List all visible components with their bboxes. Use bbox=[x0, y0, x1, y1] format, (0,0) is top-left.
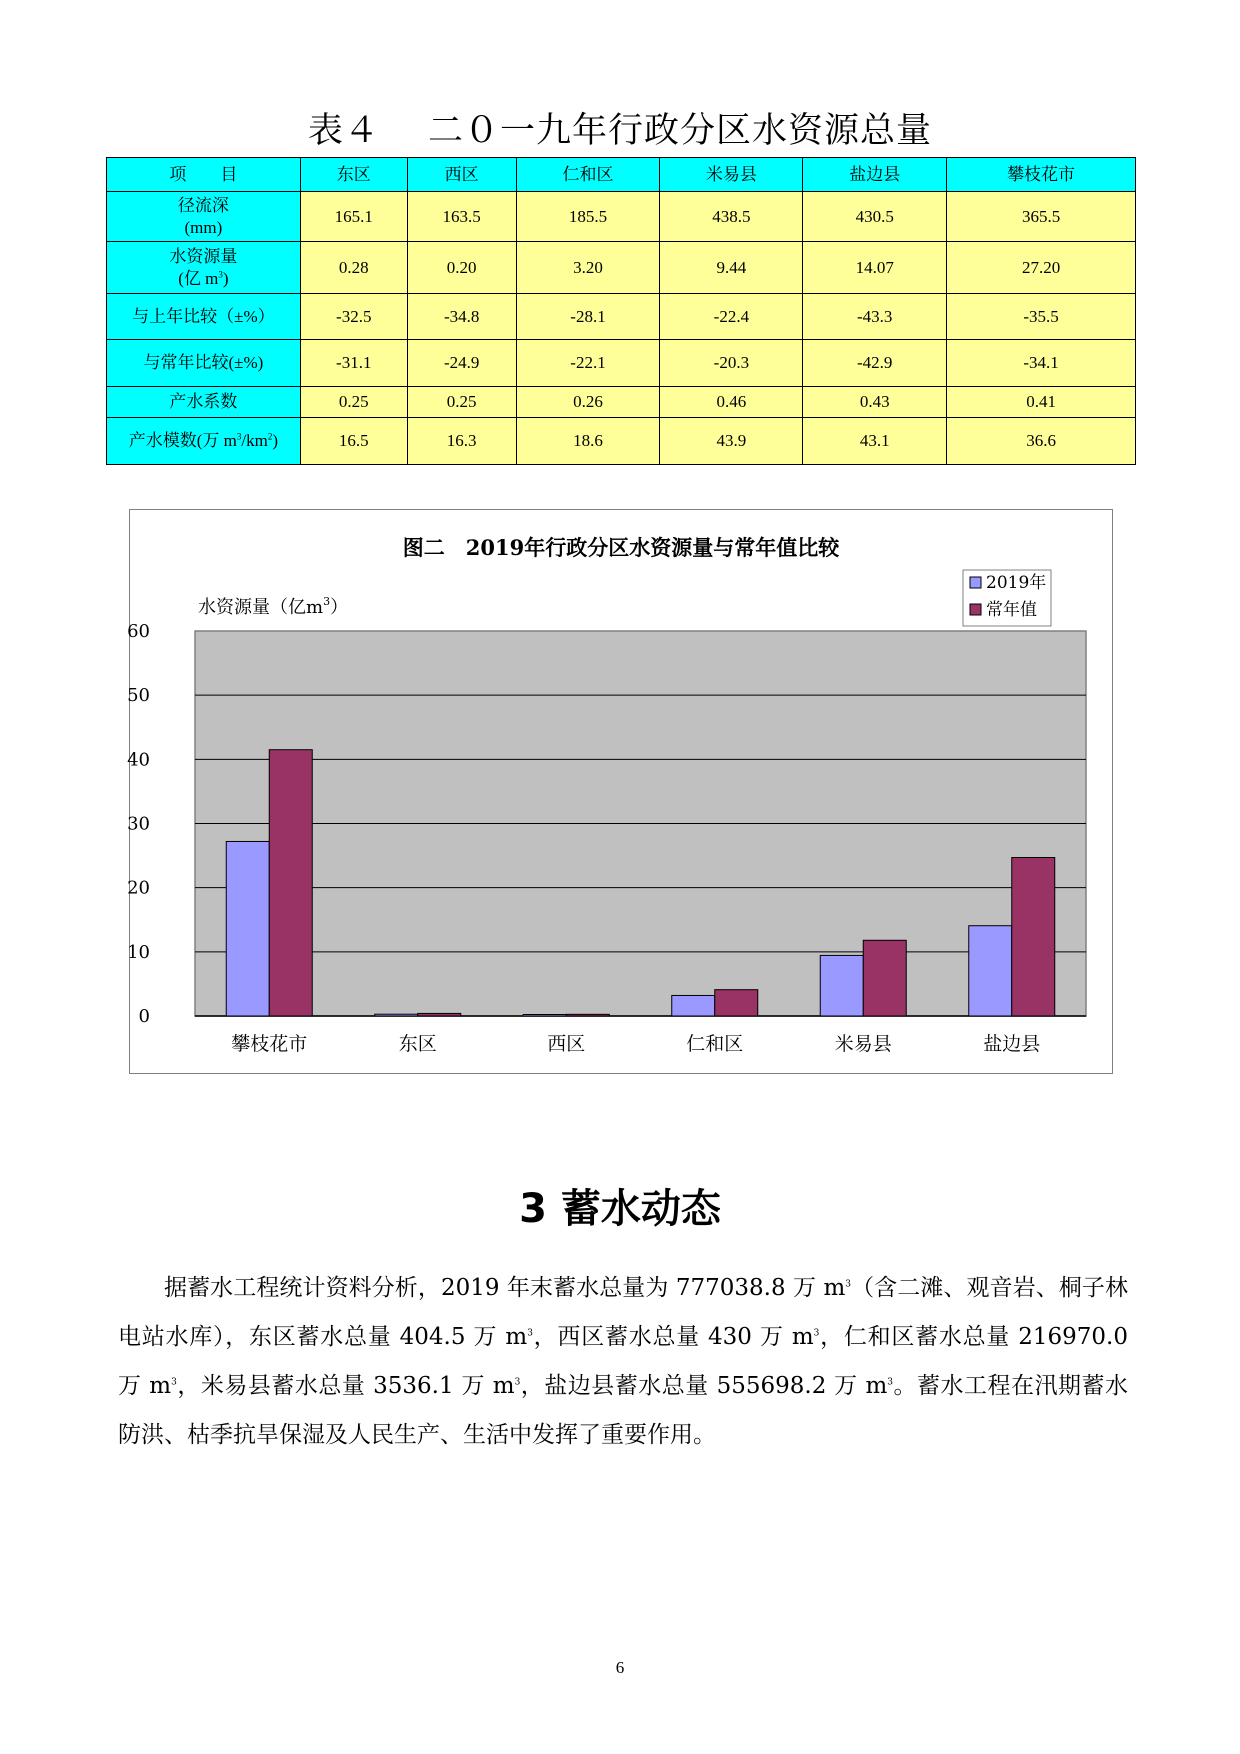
header-region-cell: 东区 bbox=[300, 158, 407, 192]
bar-2019 bbox=[523, 1015, 566, 1017]
table-title: 表４ 二０一九年行政分区水资源总量 bbox=[307, 111, 933, 151]
bar-2019 bbox=[226, 841, 269, 1016]
y-tick-label: 0 bbox=[138, 1006, 150, 1027]
value-cell: 0.25 bbox=[407, 387, 516, 418]
value-cell: 165.1 bbox=[300, 192, 407, 242]
chart-frame bbox=[129, 509, 1113, 1074]
water-resources-table bbox=[106, 157, 1136, 465]
header-region-cell: 米易县 bbox=[660, 158, 803, 192]
bar-2019 bbox=[969, 926, 1012, 1016]
value-cell: 365.5 bbox=[947, 192, 1136, 242]
section-heading: 3 蓄水动态 bbox=[519, 1186, 721, 1232]
value-cell: -22.1 bbox=[516, 340, 660, 387]
row-label-cell: 水资源量 (亿 $m^3$) bbox=[107, 242, 301, 294]
value-cell: -34.1 bbox=[947, 340, 1136, 387]
x-tick-label: 仁和区 bbox=[686, 1033, 744, 1055]
value-cell: 16.5 bbox=[300, 418, 407, 465]
y-tick-label: 30 bbox=[127, 813, 150, 835]
bar-normal bbox=[863, 940, 906, 1016]
value-cell: 163.5 bbox=[407, 192, 516, 242]
value-cell: -31.1 bbox=[300, 340, 407, 387]
value-cell: 36.6 bbox=[947, 418, 1136, 465]
y-tick-label: 20 bbox=[127, 877, 150, 899]
bar-normal bbox=[1012, 858, 1055, 1016]
table-row bbox=[107, 192, 1136, 242]
table-row bbox=[107, 340, 1136, 387]
value-cell: 0.43 bbox=[803, 387, 947, 418]
header-region-cell: 仁和区 bbox=[516, 158, 660, 192]
legend-label: 2019年 bbox=[986, 573, 1047, 593]
bar-2019 bbox=[375, 1014, 418, 1016]
value-cell: 0.28 bbox=[300, 242, 407, 294]
table-row bbox=[107, 387, 1136, 418]
x-tick-label: 攀枝花市 bbox=[231, 1033, 308, 1055]
bar-chart bbox=[127, 510, 1112, 1073]
value-cell: 3.20 bbox=[516, 242, 660, 294]
value-cell: 0.46 bbox=[660, 387, 803, 418]
value-cell: -42.9 bbox=[803, 340, 947, 387]
bar-2019 bbox=[820, 955, 863, 1016]
row-label-cell: 径流深 (mm) bbox=[107, 192, 301, 242]
bar-normal bbox=[566, 1014, 609, 1016]
table-row bbox=[107, 294, 1136, 340]
x-tick-label: 米易县 bbox=[834, 1033, 892, 1055]
value-cell: 16.3 bbox=[407, 418, 516, 465]
value-cell: -35.5 bbox=[947, 294, 1136, 340]
value-cell: 0.25 bbox=[300, 387, 407, 418]
header-region-cell: 西区 bbox=[407, 158, 516, 192]
value-cell: 0.20 bbox=[407, 242, 516, 294]
value-cell: -20.3 bbox=[660, 340, 803, 387]
value-cell: 9.44 bbox=[660, 242, 803, 294]
value-cell: -32.5 bbox=[300, 294, 407, 340]
table-row bbox=[107, 242, 1136, 294]
y-tick-label: 40 bbox=[127, 749, 150, 771]
value-cell: 27.20 bbox=[947, 242, 1136, 294]
bar-normal bbox=[715, 990, 758, 1016]
value-cell: -28.1 bbox=[516, 294, 660, 340]
page-number: 6 bbox=[615, 1658, 625, 1677]
value-cell: 43.1 bbox=[803, 418, 947, 465]
section-paragraph bbox=[118, 1264, 1128, 1460]
legend-swatch bbox=[970, 604, 981, 615]
x-tick-label: 西区 bbox=[547, 1033, 586, 1055]
bar-normal bbox=[418, 1013, 461, 1016]
value-cell: 18.6 bbox=[516, 418, 660, 465]
value-cell: 43.9 bbox=[660, 418, 803, 465]
row-label-cell: 产水模数(万 $m^3/km^2$) bbox=[107, 418, 301, 465]
legend-label: 常年值 bbox=[986, 600, 1037, 620]
paragraph-text: 据蓄水工程统计资料分析，2019 年末蓄水总量为 777038.8 万 $m^3$（含二滩、观音岩、桐子林电站水库），东区蓄水总量 404.5 万 $m^3$，西区蓄水总量 430 万 $m^3$，仁和区蓄水总量 216970.0 万 $m^3$，米易县蓄水总量 3536.1 万 $m^3$，盐边县蓄水总量 555698.2 万 $m^3$。蓄水工程在汛期蓄水防洪、枯季抗旱保湿及人民生产、生活中发挥了重要作用。 bbox=[118, 1275, 1128, 1448]
header-region-cell: 攀枝花市 bbox=[947, 158, 1136, 192]
value-cell: 0.26 bbox=[516, 387, 660, 418]
table-row bbox=[107, 418, 1136, 465]
value-cell: 14.07 bbox=[803, 242, 947, 294]
row-label-cell: 与上年比较（±%） bbox=[107, 294, 301, 340]
value-cell: -22.4 bbox=[660, 294, 803, 340]
y-tick-label: 10 bbox=[127, 941, 150, 963]
value-cell: -43.3 bbox=[803, 294, 947, 340]
value-cell: 430.5 bbox=[803, 192, 947, 242]
table-header-row bbox=[107, 158, 1136, 192]
y-tick-label: 50 bbox=[127, 685, 150, 707]
x-tick-label: 东区 bbox=[398, 1033, 437, 1055]
value-cell: 438.5 bbox=[660, 192, 803, 242]
value-cell: -24.9 bbox=[407, 340, 516, 387]
row-label-cell: 产水系数 bbox=[107, 387, 301, 418]
value-cell: 185.5 bbox=[516, 192, 660, 242]
legend-swatch bbox=[970, 577, 981, 588]
bar-normal bbox=[269, 750, 312, 1016]
chart-title: 图二 2019年行政分区水资源量与常年值比较 bbox=[402, 535, 840, 560]
value-cell: 0.41 bbox=[947, 387, 1136, 418]
y-tick-label: 60 bbox=[127, 621, 150, 642]
bar-2019 bbox=[672, 995, 715, 1016]
x-tick-label: 盐边县 bbox=[983, 1033, 1041, 1055]
header-item-cell: 项 目 bbox=[107, 158, 301, 192]
header-region-cell: 盐边县 bbox=[803, 158, 947, 192]
y-axis-label: 水资源量（亿$m^3$） bbox=[198, 595, 349, 618]
row-label-cell: 与常年比较(±%) bbox=[107, 340, 301, 387]
value-cell: -34.8 bbox=[407, 294, 516, 340]
